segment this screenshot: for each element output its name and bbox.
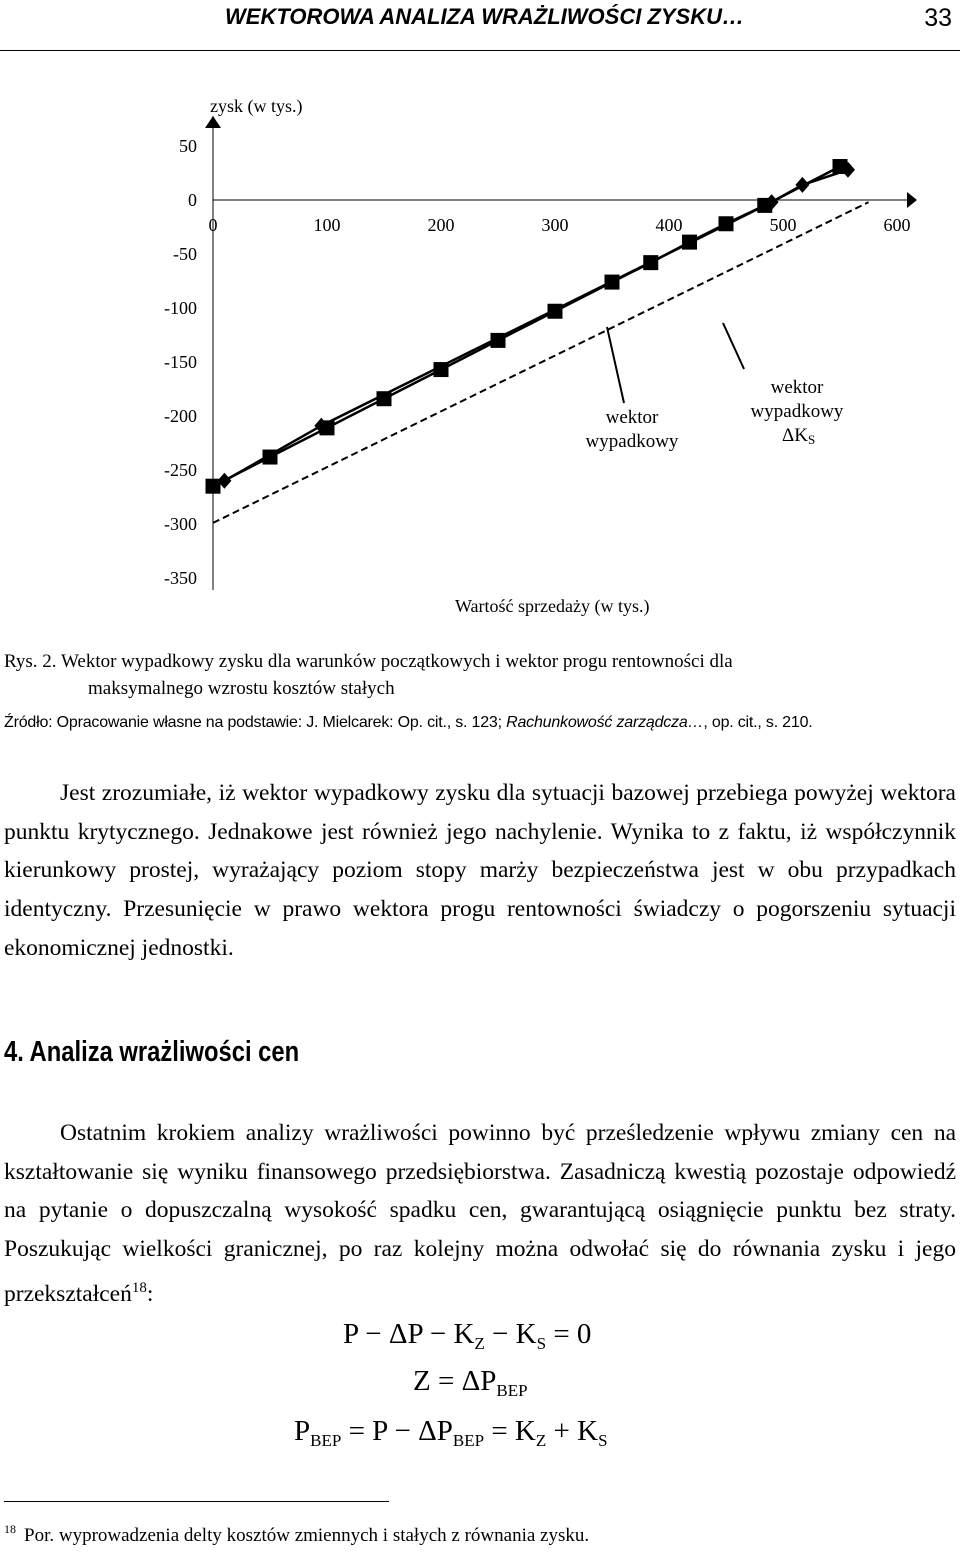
y-tick-label: -150 bbox=[164, 352, 197, 372]
annotation2-line1: wektor bbox=[770, 377, 824, 398]
footnote bbox=[4, 1522, 589, 1547]
figure-source bbox=[4, 714, 813, 732]
paragraph-2-text: Ostatnim krokiem analizy wrażliwości powinno być prześledzenie wpływu zmiany cen na kształtowanie się wyniku finansowego przedsiębiorstwa. Zasadniczą kwestią pozostaje odpowiedź na pytanie o dopuszczalną wysokość spadku cen, gwarantującą osiągnięcie punktu bez straty. Poszukując wielkości granicznej, po raz kolejny można odwołać się do równania zysku i jego przekształceń bbox=[4, 1120, 956, 1307]
source-suffix: , op. cit., s. 210. bbox=[703, 714, 813, 731]
equation-3 bbox=[294, 1415, 608, 1451]
x-axis-label: Wartość sprzedaży (w tys.) bbox=[455, 596, 650, 616]
eq3-part-c: = P − ΔP bbox=[341, 1415, 453, 1447]
eq1-part-c: − K bbox=[484, 1318, 537, 1350]
series-line-3 bbox=[213, 202, 869, 523]
source-italic-title: Rachunkowość zarządcza… bbox=[506, 714, 704, 731]
eq1-sub-s: S bbox=[536, 1334, 547, 1353]
y-axis-label: zysk (w tys.) bbox=[210, 96, 303, 116]
paragraph-2-end: : bbox=[146, 1280, 154, 1307]
equation-2 bbox=[413, 1365, 528, 1401]
diamond-marker bbox=[795, 177, 809, 193]
eq1-sub-z: Z bbox=[474, 1334, 485, 1353]
annotation-wektor-wypadkowy-dks bbox=[723, 323, 844, 447]
paragraph-2-wrapper bbox=[4, 1114, 956, 1313]
x-axis-arrow bbox=[907, 192, 917, 208]
page-number: 33 bbox=[924, 4, 952, 32]
annotation1-line1: wektor bbox=[605, 407, 659, 428]
eq3-sub-z: Z bbox=[535, 1431, 547, 1450]
y-tick-label: -350 bbox=[164, 568, 197, 588]
eq3-part-g: + K bbox=[546, 1415, 599, 1447]
figure-caption bbox=[4, 648, 954, 702]
x-tick-label: 100 bbox=[313, 215, 341, 235]
y-tick-label: -250 bbox=[164, 460, 197, 480]
y-axis-arrow bbox=[205, 116, 221, 128]
annotation1-line2: wypadkowy bbox=[585, 431, 679, 452]
annotation2-line2: wypadkowy bbox=[750, 401, 844, 422]
eq3-part-e: = K bbox=[484, 1415, 536, 1447]
source-prefix: Źródło: Opracowanie własne na podstawie: J. Mielcarek: Op. cit., s. 123; bbox=[4, 714, 507, 731]
caption-line1: Wektor wypadkowy zysku dla warunków początkowych i wektor progu rentowności dla bbox=[60, 651, 733, 672]
caption-line2: maksymalnego wzrostu kosztów stałych bbox=[88, 678, 395, 699]
section-heading: 4. Analiza wrażliwości cen bbox=[4, 1036, 300, 1068]
footnote-separator bbox=[4, 1501, 389, 1502]
eq1-part-e: = 0 bbox=[546, 1318, 592, 1350]
eq2-sub-bep: BEP bbox=[496, 1381, 528, 1400]
eq3-part-a: P bbox=[294, 1415, 311, 1447]
eq3-sub-s: S bbox=[598, 1431, 608, 1450]
x-tick-label: 0 bbox=[208, 215, 218, 235]
caption-label: Rys. 2. bbox=[4, 651, 57, 672]
x-tick-labels bbox=[209, 215, 911, 235]
delta-k-symbol: ΔK bbox=[782, 425, 808, 446]
annotation-wektor-wypadkowy bbox=[586, 327, 679, 452]
annotation1-leader-line bbox=[607, 327, 624, 403]
eq2-part-a: Z = ΔP bbox=[413, 1365, 497, 1397]
page-header bbox=[0, 0, 960, 51]
eq1-part-a: P − ΔP − K bbox=[343, 1318, 475, 1350]
y-tick-label: -50 bbox=[173, 244, 197, 264]
x-tick-label: 200 bbox=[427, 215, 455, 235]
vector-chart bbox=[0, 50, 960, 640]
x-tick-label: 300 bbox=[541, 215, 569, 235]
eq3-sub-bep-1: BEP bbox=[310, 1431, 342, 1450]
body-paragraph-2 bbox=[4, 1114, 956, 1313]
equation-1 bbox=[343, 1318, 591, 1354]
y-tick-labels bbox=[164, 136, 197, 588]
x-tick-label: 600 bbox=[883, 215, 911, 235]
y-tick-label: -300 bbox=[164, 514, 197, 534]
y-tick-label: -100 bbox=[164, 298, 197, 318]
annotation2-line3 bbox=[782, 425, 815, 447]
chart-series bbox=[206, 159, 869, 523]
footnote-reference: 18 bbox=[131, 1279, 147, 1296]
delta-k-subscript: S bbox=[807, 432, 816, 447]
y-tick-label: 0 bbox=[188, 190, 197, 210]
footnote-text: Por. wyprowadzenia delty kosztów zmiennych i stałych z równania zysku. bbox=[24, 1525, 590, 1546]
footnote-number: 18 bbox=[4, 1522, 16, 1536]
annotation2-leader-line bbox=[723, 323, 744, 369]
x-tick-label: 400 bbox=[655, 215, 683, 235]
body-paragraph-1 bbox=[4, 774, 956, 968]
paragraph-1-text: Jest zrozumiałe, iż wektor wypadkowy zysku dla sytuacji bazowej przebiega powyżej wektora punktu krytycznego. Jednakowe jest również jego nachylenie. Wynika to z faktu, iż współczynnik kierunkowy prostej, wyrażający poziom stopy marży bezpieczeństwa jest w obu przypadkach identyczny. Przesunięcie w prawo wektora progu rentowności świadczy o pogorszeniu sytuacji ekonomicznej jednostki. bbox=[4, 780, 956, 961]
eq3-sub-bep-2: BEP bbox=[452, 1431, 485, 1450]
running-title: WEKTOROWA ANALIZA WRAŻLIWOŚCI ZYSKU… bbox=[225, 4, 744, 29]
x-tick-label: 500 bbox=[769, 215, 797, 235]
y-tick-label: -200 bbox=[164, 406, 197, 426]
y-tick-label: 50 bbox=[179, 136, 197, 156]
